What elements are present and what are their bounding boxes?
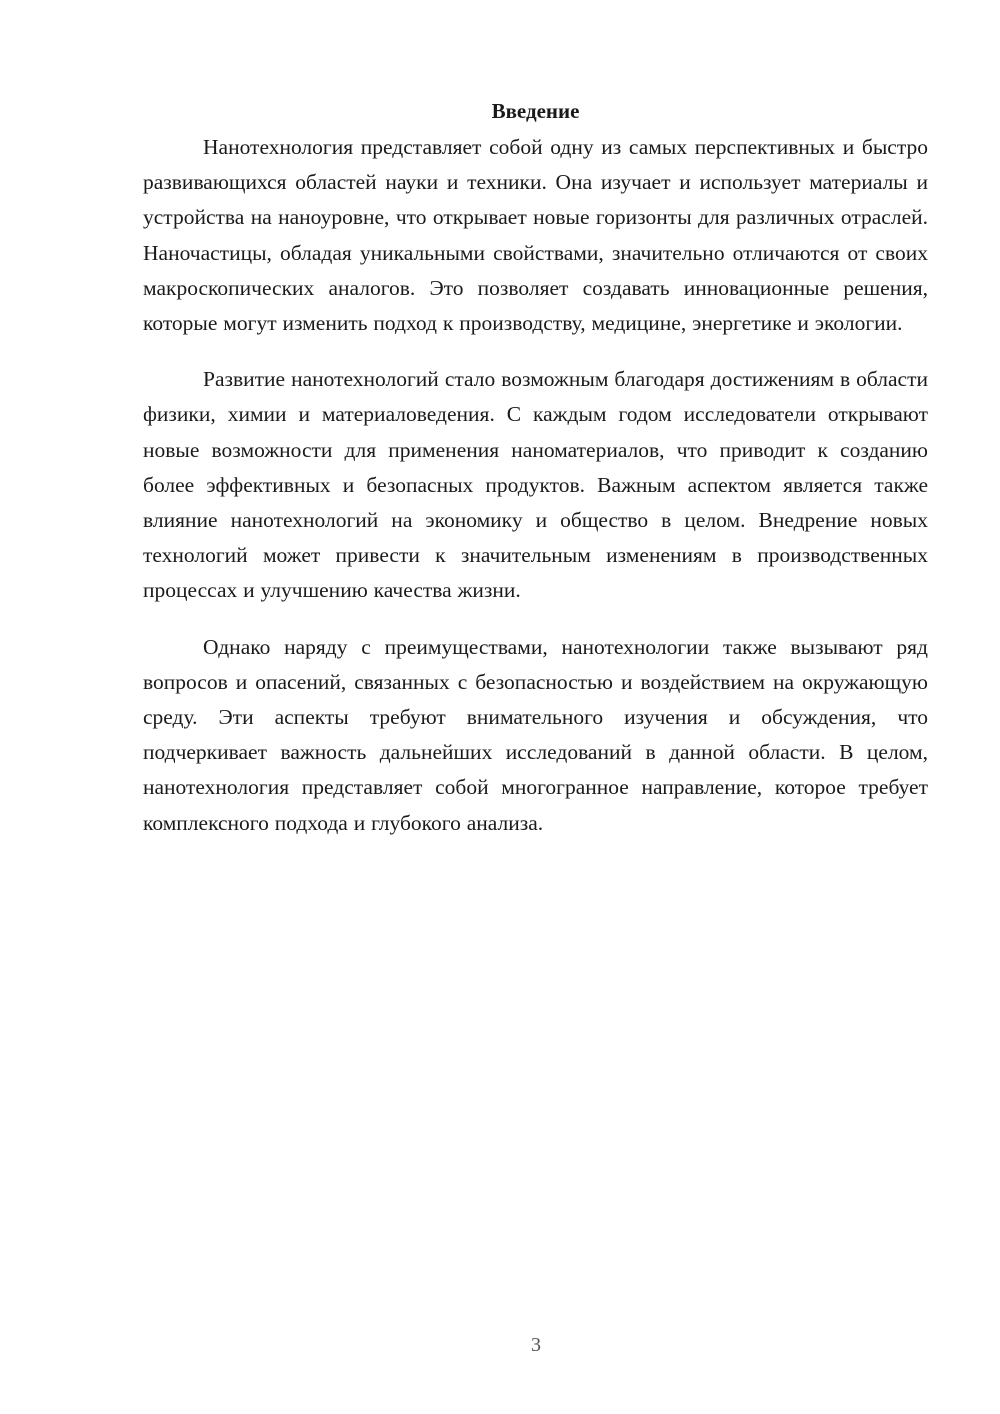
section-title: Введение	[491, 99, 580, 123]
page-content	[143, 96, 928, 862]
paragraph-3: Однако наряду с преимуществами, нанотехнологии также вызывают ряд вопросов и опасений, связанных с безопасностью и воздействием на окружающую среду. Эти аспекты требуют внимательного изучения и обсуждения, что подчеркивает важность дальнейших исследований в данной области. В целом, нанотехнология представляет собой многогранное направление, которое требует комплексного подхода и глубокого анализа.	[143, 634, 928, 835]
paragraph-1: Нанотехнология представляет собой одну из самых перспективных и быстро развивающихся областей науки и техники. Она изучает и использует материалы и устройства на наноуровне, что открывает новые горизонты для различных отраслей. Наночастицы, обладая уникальными свойствами, значительно отличаются от своих макроскопических аналогов. Это позволяет создавать инновационные решения, которые могут изменить подход к производству, медицине, энергетике и экологии.	[143, 135, 928, 336]
paragraph-2: Развитие нанотехнологий стало возможным благодаря достижениям в области физики, химии и материаловедения. С каждым годом исследователи открывают новые возможности для применения наноматериалов, что приводит к созданию более эффективных и безопасных продуктов. Важным аспектом является также влияние нанотехнологий на экономику и общество в целом. Внедрение новых технологий может привести к значительным изменениям в производственных процессах и улучшению качества жизни.	[143, 367, 928, 603]
page-number: 3	[531, 1334, 541, 1356]
